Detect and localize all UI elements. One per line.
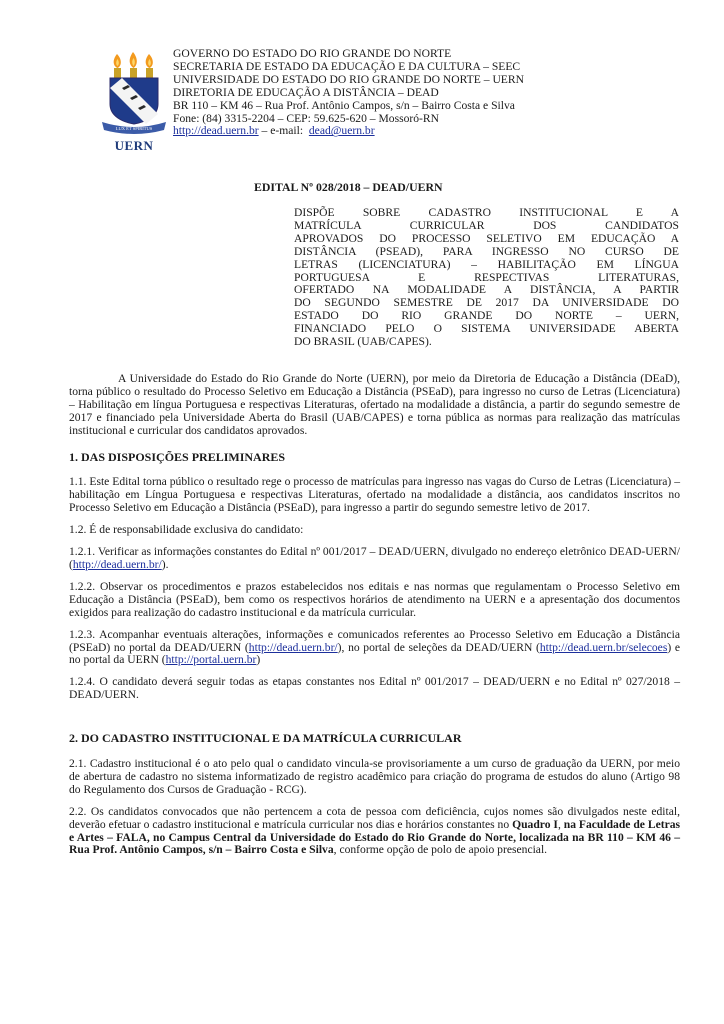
selections-portal-link[interactable]: http://dead.uern.br/selecoes — [539, 640, 668, 654]
dead-portal-link[interactable]: http://dead.uern.br/ — [72, 557, 162, 571]
section-2-heading: 2. DO CADASTRO INSTITUCIONAL E DA MATRÍCULA CURRICULAR — [69, 731, 462, 746]
clause-text: ). — [161, 557, 169, 571]
header-line-address: BR 110 – KM 46 – Rua Prof. Antônio Campos, s/n – Bairro Costa e Silva — [173, 98, 515, 112]
clause-text: ), no portal de seleções da DEAD/UERN ( — [337, 640, 540, 654]
summary-line: MATRÍCULA CURRICULAR DOS CANDIDATOS — [294, 218, 679, 232]
letterhead-text — [173, 48, 524, 138]
clause-2-2 — [69, 806, 680, 858]
clause-text: ) e no portal da UERN ( — [69, 640, 680, 667]
clause-1-2-3 — [69, 629, 680, 668]
summary-line: DISPÕE SOBRE CADASTRO INSTITUCIONAL E A — [294, 206, 679, 219]
clause-text: , — [557, 817, 564, 831]
header-line-contact — [173, 125, 524, 138]
summary-line: DISTÂNCIA (PSEAD), PARA INGRESSO NO CURSO DE — [294, 244, 679, 258]
header-line-government: GOVERNO DO ESTADO DO RIO GRANDE DO NORTE — [173, 47, 452, 60]
clause-text: ) — [256, 653, 261, 667]
edital-summary — [294, 207, 679, 349]
email-link[interactable]: dead@uern.br — [308, 124, 375, 138]
intro-paragraph: A Universidade do Estado do Rio Grande do Norte (UERN), por meio da Diretoria de Educação a Distância (DEaD), torna público o resultado do Processo Seletivo em Educação a Distância (PSEaD), para ingresso no curso de Letras (Licenciatura) – Habilitação em língua Portuguesa e respectivas Literaturas, ofertado na modalidade a distância, a partir do segundo semestre de 2017 e financiado pela Universidade Aberta do Brasil (UAB/CAPES) e torna pública as normas para realização das matrículas institucional e curricular dos candidatos aprovados. — [69, 372, 680, 437]
clause-text: 1.2.1. Verificar as informações constantes do Edital nº 001/2017 – DEAD/UERN, divulgado no endereço eletrônico DEAD-UERN/ ( — [69, 545, 680, 571]
dead-portal-link[interactable]: http://dead.uern.br/ — [248, 640, 338, 654]
summary-line: DO BRASIL (UAB/CAPES). — [294, 335, 432, 349]
header-line-phone: Fone: (84) 3315-2204 – CEP: 59.625-620 – Mossoró-RN — [173, 111, 440, 125]
summary-line: FINANCIADO PELO O SISTEMA UNIVERSIDADE ABERTA — [294, 322, 679, 336]
torch-icon — [114, 52, 153, 78]
clause-bold-text: na Faculdade de Letras e Artes – FALA, no Campus Central da Universidade do Estado do Rio Grande do Norte, localizada na BR 110 – KM 46 – Rua Prof. Antônio Campos, s/n – Bairro Costa e Silva — [69, 817, 681, 857]
clause-1-2-2: 1.2.2. Observar os procedimentos e prazos estabelecidos nos editais e nas normas que regulamentam o Processo Seletivo em Educação a Distância (PSEaD), bem como os respectivos horários de atendimento na UERN e a apresentação dos documentos exigidos para realização do cadastro institucional e da matrícula curricular. — [69, 579, 680, 619]
logo-label: UERN — [114, 138, 154, 153]
header-line-university: UNIVERSIDADE DO ESTADO DO RIO GRANDE DO NORTE – UERN — [173, 72, 524, 86]
document-title: EDITAL Nº 028/2018 – DEAD/UERN — [254, 180, 443, 194]
clause-text: 2.2. Os candidatos convocados que não pertencem a cota de pessoa com deficiência, cujos nomes são divulgados neste edital, deverão efetuar o cadastro institucional e matrícula curricular nos dias e horários constantes no — [69, 804, 680, 831]
email-separator: – e-mail: — [258, 124, 309, 138]
summary-line: PORTUGUESA E RESPECTIVAS LITERATURAS, — [294, 270, 679, 284]
document-body — [69, 373, 680, 857]
clause-bold-text: Quadro I — [512, 817, 558, 831]
uern-logo — [100, 50, 168, 160]
summary-line: APROVADOS DO PROCESSO SELETIVO EM EDUCAÇÃO A — [294, 231, 679, 245]
clause-2-1: 2.1. Cadastro institucional é o ato pelo qual o candidato vincula-se provisoriamente a um curso de graduação da UERN, por meio de abertura de cadastro no sistema informatizado de registro acadêmico para criação do programa de estudos do aluno (Artigo 98 do Regulamento dos Cursos de Graduação - RCG). — [69, 757, 680, 796]
header-line-secretariat: SECRETARIA DE ESTADO DA EDUCAÇÃO E DA CULTURA – SEEC — [173, 59, 521, 73]
uern-portal-link[interactable]: http://portal.uern.br — [165, 653, 257, 667]
clause-1-1: 1.1. Este Edital torna público o resultado rege o processo de matrículas para ingresso nas vagas do Curso de Letras (Licenciatura) –habilitação em Língua Portuguesa e respectivas Literaturas, ofertado na modalidade a distância, aos candidatos inscritos no Processo Seletivo em Educação a Distância (PSEaD), para ingresso a partir do segundo semestre letivo de 2017. — [69, 475, 680, 515]
summary-line: OFERTADO NA MODALIDADE A DISTÂNCIA, A PARTIR — [294, 283, 679, 297]
clause-1-2-4: 1.2.4. O candidato deverá seguir todas as etapas constantes nos Edital nº 001/2017 – DEAD/UERN e no Edital nº 027/2018 – DEAD/UERN. — [69, 675, 680, 702]
svg-text:LUX ET SPIRITUS: LUX ET SPIRITUS — [115, 126, 153, 131]
letterhead — [100, 47, 660, 160]
summary-line: LETRAS (LICENCIATURA) – HABILITAÇÃO EM LÍNGUA — [294, 257, 679, 271]
header-line-directorate: DIRETORIA DE EDUCAÇÃO A DISTÂNCIA – DEAD — [173, 85, 439, 99]
uern-crest-icon — [100, 50, 168, 138]
clause-text: 1.2.3. Acompanhar eventuais alterações, informações e comunicados referentes ao Processo Seletivo em Educação a Distância (PSEaD) no portal da DEAD/UERN ( — [69, 627, 680, 654]
section-1-heading: 1. DAS DISPOSIÇÕES PRELIMINARES — [69, 449, 286, 464]
summary-line: DO SEGUNDO SEMESTRE DE 2017 DA UNIVERSIDADE DO — [294, 296, 679, 310]
clause-text: , conforme opção de polo de apoio presencial. — [333, 843, 548, 857]
website-link[interactable]: http://dead.uern.br — [173, 124, 259, 138]
clause-1-2-1 — [69, 546, 680, 572]
summary-line: ESTADO DO RIO GRANDE DO NORTE – UERN, — [294, 309, 679, 323]
clause-1-2: 1.2. É de responsabilidade exclusiva do candidato: — [69, 523, 304, 537]
